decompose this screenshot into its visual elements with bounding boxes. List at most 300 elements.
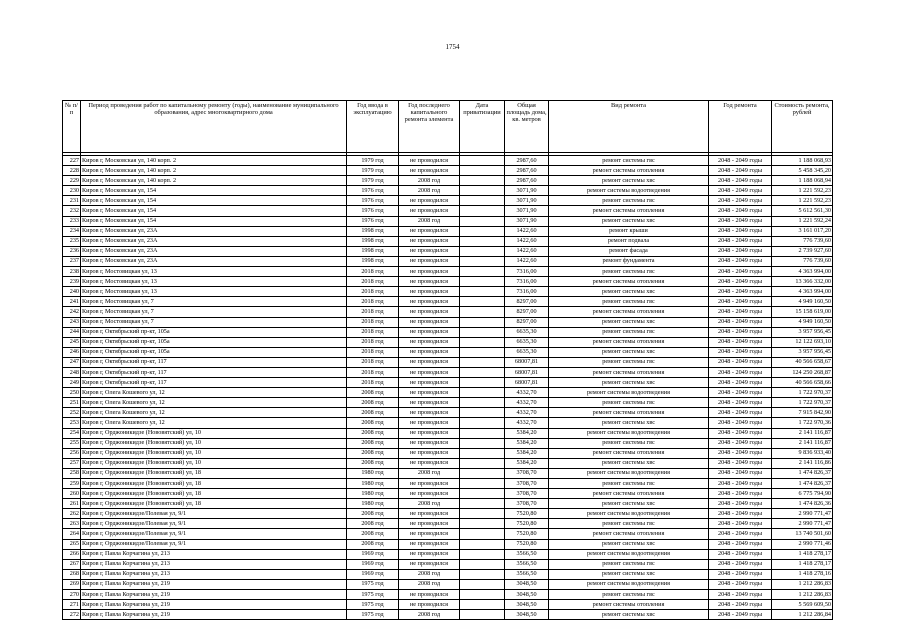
row-address: Киров г, Орджоникидзе/Полевая ул, 9/1 — [81, 539, 347, 549]
row-total-area: 3708,70 — [505, 468, 549, 478]
table-row — [63, 267, 833, 277]
table-row — [63, 378, 833, 388]
row-number: 262 — [63, 509, 81, 519]
row-year-built: 2008 год — [347, 398, 399, 408]
row-number: 242 — [63, 307, 81, 317]
row-total-area: 3071,90 — [505, 216, 549, 226]
table-row — [63, 388, 833, 398]
row-address: Киров г, Орджоникидзе/Полевая ул, 9/1 — [81, 519, 347, 529]
row-repair-type: ремонт системы хвс — [549, 569, 709, 579]
table-row — [63, 610, 833, 620]
row-repair-period: 2048 - 2049 годы — [709, 317, 772, 327]
row-address: Киров г, Октябрьский пр-кт, 105а — [81, 347, 347, 357]
row-total-area: 5384,20 — [505, 428, 549, 438]
row-privatization-date — [460, 408, 505, 418]
row-total-area: 8297,00 — [505, 317, 549, 327]
row-last-repair: не проводился — [399, 277, 460, 287]
row-total-area: 7520,80 — [505, 529, 549, 539]
row-repair-type: ремонт системы гвс — [549, 267, 709, 277]
row-repair-period: 2048 - 2049 годы — [709, 458, 772, 468]
row-privatization-date — [460, 236, 505, 246]
row-year-built: 1975 год — [347, 610, 399, 620]
row-total-area: 2987,60 — [505, 156, 549, 166]
row-address: Киров г, Мостовицкая ул, 13 — [81, 267, 347, 277]
row-year-built: 1998 год — [347, 226, 399, 236]
row-number: 227 — [63, 156, 81, 166]
row-privatization-date — [460, 267, 505, 277]
row-address: Киров г, Павла Корчагина ул, 219 — [81, 600, 347, 610]
row-address: Киров г, Мостовицкая ул, 13 — [81, 287, 347, 297]
row-repair-type: ремонт системы гвс — [549, 479, 709, 489]
table-row — [63, 236, 833, 246]
row-repair-type: ремонт системы гвс — [549, 559, 709, 569]
row-total-area: 1422,60 — [505, 256, 549, 266]
row-privatization-date — [460, 388, 505, 398]
table-row — [63, 600, 833, 610]
row-total-area: 5384,20 — [505, 458, 549, 468]
row-cost: 15 158 619,00 — [772, 307, 833, 317]
row-total-area: 7520,80 — [505, 519, 549, 529]
row-last-repair: 2008 год — [399, 186, 460, 196]
row-privatization-date — [460, 337, 505, 347]
row-address: Киров г, Павла Корчагина ул, 213 — [81, 549, 347, 559]
row-year-built: 2018 год — [347, 297, 399, 307]
row-year-built: 2018 год — [347, 327, 399, 337]
row-last-repair: 2008 год — [399, 468, 460, 478]
table-row — [63, 499, 833, 509]
row-repair-type: ремонт системы гвс — [549, 327, 709, 337]
row-cost: 7 915 842,90 — [772, 408, 833, 418]
row-repair-period: 2048 - 2049 годы — [709, 600, 772, 610]
row-year-built: 2008 год — [347, 529, 399, 539]
row-address: Киров г, Орджоникидзе (Нововятский) ул, 18 — [81, 468, 347, 478]
row-last-repair: не проводился — [399, 327, 460, 337]
row-address: Киров г, Московская ул, 140 корп. 2 — [81, 176, 347, 186]
table-row — [63, 529, 833, 539]
row-total-area: 3566,50 — [505, 559, 549, 569]
table-body — [63, 156, 833, 620]
row-year-built: 1976 год — [347, 196, 399, 206]
row-total-area: 3708,70 — [505, 489, 549, 499]
row-total-area: 3708,70 — [505, 479, 549, 489]
row-number: 261 — [63, 499, 81, 509]
row-number: 250 — [63, 388, 81, 398]
row-year-built: 1998 год — [347, 256, 399, 266]
row-total-area: 4332,70 — [505, 418, 549, 428]
row-cost: 1 418 278,17 — [772, 559, 833, 569]
table-row — [63, 176, 833, 186]
row-repair-period: 2048 - 2049 годы — [709, 347, 772, 357]
table-header-row — [63, 101, 833, 153]
row-repair-period: 2048 - 2049 годы — [709, 479, 772, 489]
row-total-area: 68007,81 — [505, 367, 549, 377]
row-total-area: 3071,90 — [505, 206, 549, 216]
row-number: 229 — [63, 176, 81, 186]
row-year-built: 2018 год — [347, 347, 399, 357]
row-repair-type: ремонт системы гвс — [549, 156, 709, 166]
row-privatization-date — [460, 600, 505, 610]
row-last-repair: не проводился — [399, 347, 460, 357]
row-year-built: 2008 год — [347, 509, 399, 519]
table-row — [63, 297, 833, 307]
row-address: Киров г, Орджоникидзе (Нововятский) ул, 10 — [81, 438, 347, 448]
row-cost: 4 363 994,00 — [772, 267, 833, 277]
row-total-area: 68007,81 — [505, 357, 549, 367]
row-year-built: 1979 год — [347, 166, 399, 176]
row-repair-period: 2048 - 2049 годы — [709, 569, 772, 579]
row-repair-period: 2048 - 2049 годы — [709, 610, 772, 620]
table-row — [63, 307, 833, 317]
row-repair-period: 2048 - 2049 годы — [709, 267, 772, 277]
table-row — [63, 438, 833, 448]
row-number: 270 — [63, 590, 81, 600]
row-year-built: 2018 год — [347, 287, 399, 297]
row-cost: 12 122 693,10 — [772, 337, 833, 347]
row-number: 249 — [63, 378, 81, 388]
row-repair-type: ремонт системы отопления — [549, 408, 709, 418]
row-cost: 5 612 561,30 — [772, 206, 833, 216]
table-row — [63, 559, 833, 569]
row-total-area: 6635,30 — [505, 347, 549, 357]
row-repair-type: ремонт системы хвс — [549, 418, 709, 428]
row-number: 230 — [63, 186, 81, 196]
row-privatization-date — [460, 166, 505, 176]
row-cost: 1 212 286,83 — [772, 590, 833, 600]
row-privatization-date — [460, 569, 505, 579]
row-last-repair: не проводился — [399, 267, 460, 277]
header-year-built: Год ввода в эксплуатацию — [347, 101, 399, 153]
row-last-repair: не проводился — [399, 357, 460, 367]
row-total-area: 7316,00 — [505, 277, 549, 287]
row-cost: 9 836 933,40 — [772, 448, 833, 458]
row-year-built: 1979 год — [347, 156, 399, 166]
row-last-repair: не проводился — [399, 549, 460, 559]
row-cost: 4 363 994,00 — [772, 287, 833, 297]
row-address: Киров г, Московская ул, 140 корп. 2 — [81, 166, 347, 176]
row-last-repair: не проводился — [399, 206, 460, 216]
header-repair-period: Год ремонта — [709, 101, 772, 153]
row-cost: 1 722 970,37 — [772, 398, 833, 408]
row-last-repair: 2008 год — [399, 499, 460, 509]
row-address: Киров г, Московская ул, 23А — [81, 256, 347, 266]
row-year-built: 1969 год — [347, 569, 399, 579]
row-privatization-date — [460, 559, 505, 569]
row-repair-period: 2048 - 2049 годы — [709, 166, 772, 176]
row-repair-type: ремонт системы отопления — [549, 206, 709, 216]
row-last-repair: не проводился — [399, 519, 460, 529]
row-repair-period: 2048 - 2049 годы — [709, 196, 772, 206]
row-address: Киров г, Орджоникидзе (Нововятский) ул, 10 — [81, 428, 347, 438]
row-number: 254 — [63, 428, 81, 438]
row-total-area: 4332,70 — [505, 388, 549, 398]
row-repair-period: 2048 - 2049 годы — [709, 448, 772, 458]
row-privatization-date — [460, 317, 505, 327]
row-number: 252 — [63, 408, 81, 418]
row-repair-period: 2048 - 2049 годы — [709, 297, 772, 307]
row-address: Киров г, Октябрьский пр-кт, 117 — [81, 357, 347, 367]
row-number: 259 — [63, 479, 81, 489]
row-privatization-date — [460, 297, 505, 307]
row-repair-period: 2048 - 2049 годы — [709, 307, 772, 317]
row-repair-type: ремонт системы отопления — [549, 166, 709, 176]
row-cost: 1 188 068,93 — [772, 156, 833, 166]
row-repair-type: ремонт системы отопления — [549, 367, 709, 377]
row-privatization-date — [460, 347, 505, 357]
table-row — [63, 256, 833, 266]
row-year-built: 2018 год — [347, 267, 399, 277]
row-repair-type: ремонт системы отопления — [549, 337, 709, 347]
row-cost: 40 566 658,67 — [772, 357, 833, 367]
row-cost: 2 141 116,87 — [772, 428, 833, 438]
row-privatization-date — [460, 549, 505, 559]
row-repair-period: 2048 - 2049 годы — [709, 388, 772, 398]
row-privatization-date — [460, 327, 505, 337]
row-address: Киров г, Московская ул, 154 — [81, 196, 347, 206]
row-address: Киров г, Олега Кошевого ул, 12 — [81, 408, 347, 418]
row-privatization-date — [460, 519, 505, 529]
row-last-repair: не проводился — [399, 378, 460, 388]
row-privatization-date — [460, 428, 505, 438]
row-cost: 2 141 116,86 — [772, 458, 833, 468]
table-row — [63, 357, 833, 367]
row-privatization-date — [460, 357, 505, 367]
row-last-repair: не проводился — [399, 287, 460, 297]
row-address: Киров г, Октябрьский пр-кт, 105а — [81, 327, 347, 337]
row-last-repair: не проводился — [399, 418, 460, 428]
row-number: 231 — [63, 196, 81, 206]
row-repair-period: 2048 - 2049 годы — [709, 378, 772, 388]
table-row — [63, 489, 833, 499]
row-repair-type: ремонт системы хвс — [549, 458, 709, 468]
row-last-repair: не проводился — [399, 226, 460, 236]
row-total-area: 68007,81 — [505, 378, 549, 388]
row-repair-period: 2048 - 2049 годы — [709, 337, 772, 347]
row-address: Киров г, Московская ул, 140 корп. 2 — [81, 156, 347, 166]
row-year-built: 2008 год — [347, 539, 399, 549]
row-total-area: 5384,20 — [505, 448, 549, 458]
row-privatization-date — [460, 216, 505, 226]
row-year-built: 1980 год — [347, 499, 399, 509]
row-total-area: 3708,70 — [505, 499, 549, 509]
row-repair-type: ремонт системы отопления — [549, 448, 709, 458]
row-repair-period: 2048 - 2049 годы — [709, 206, 772, 216]
row-privatization-date — [460, 307, 505, 317]
row-repair-period: 2048 - 2049 годы — [709, 408, 772, 418]
row-total-area: 3071,90 — [505, 186, 549, 196]
row-number: 255 — [63, 438, 81, 448]
row-address: Киров г, Павла Корчагина ул, 213 — [81, 569, 347, 579]
row-total-area: 1422,60 — [505, 246, 549, 256]
row-total-area: 8297,00 — [505, 307, 549, 317]
row-address: Киров г, Орджоникидзе/Полевая ул, 9/1 — [81, 509, 347, 519]
row-privatization-date — [460, 610, 505, 620]
row-number: 267 — [63, 559, 81, 569]
row-last-repair: 2008 год — [399, 176, 460, 186]
table-row — [63, 509, 833, 519]
row-address: Киров г, Орджоникидзе (Нововятский) ул, 10 — [81, 448, 347, 458]
table-row — [63, 206, 833, 216]
row-address: Киров г, Олега Кошевого ул, 12 — [81, 418, 347, 428]
row-total-area: 8297,00 — [505, 297, 549, 307]
row-number: 244 — [63, 327, 81, 337]
row-year-built: 1976 год — [347, 186, 399, 196]
row-last-repair: не проводился — [399, 479, 460, 489]
row-address: Киров г, Олега Кошевого ул, 12 — [81, 388, 347, 398]
row-year-built: 1998 год — [347, 236, 399, 246]
row-number: 248 — [63, 367, 81, 377]
row-number: 232 — [63, 206, 81, 216]
row-total-area: 7520,80 — [505, 509, 549, 519]
row-repair-period: 2048 - 2049 годы — [709, 176, 772, 186]
row-privatization-date — [460, 468, 505, 478]
row-year-built: 1980 год — [347, 479, 399, 489]
row-address: Киров г, Олега Кошевого ул, 12 — [81, 398, 347, 408]
table-row — [63, 216, 833, 226]
row-repair-type: ремонт системы водоотведения — [549, 549, 709, 559]
row-year-built: 2008 год — [347, 519, 399, 529]
header-cost: Стоимость ремонта, рублей — [772, 101, 833, 153]
row-cost: 2 141 116,87 — [772, 438, 833, 448]
row-last-repair: не проводился — [399, 408, 460, 418]
row-privatization-date — [460, 226, 505, 236]
table-row — [63, 327, 833, 337]
row-address: Киров г, Октябрьский пр-кт, 117 — [81, 378, 347, 388]
row-year-built: 2008 год — [347, 438, 399, 448]
row-last-repair: не проводился — [399, 509, 460, 519]
row-last-repair: не проводился — [399, 246, 460, 256]
row-privatization-date — [460, 176, 505, 186]
row-year-built: 1976 год — [347, 216, 399, 226]
table-row — [63, 579, 833, 589]
row-cost: 1 418 278,16 — [772, 569, 833, 579]
table-row — [63, 549, 833, 559]
page-number: 1754 — [445, 43, 460, 51]
row-number: 258 — [63, 468, 81, 478]
table-row — [63, 277, 833, 287]
row-repair-period: 2048 - 2049 годы — [709, 428, 772, 438]
row-repair-period: 2048 - 2049 годы — [709, 499, 772, 509]
row-repair-type: ремонт фасада — [549, 246, 709, 256]
row-repair-period: 2048 - 2049 годы — [709, 327, 772, 337]
row-cost: 3 957 956,45 — [772, 347, 833, 357]
table-row — [63, 156, 833, 166]
row-privatization-date — [460, 489, 505, 499]
row-privatization-date — [460, 590, 505, 600]
row-number: 239 — [63, 277, 81, 287]
row-cost: 2 739 927,60 — [772, 246, 833, 256]
row-total-area: 2987,60 — [505, 176, 549, 186]
row-address: Киров г, Московская ул, 154 — [81, 186, 347, 196]
table-row — [63, 569, 833, 579]
row-repair-type: ремонт системы хвс — [549, 378, 709, 388]
row-repair-type: ремонт системы отопления — [549, 489, 709, 499]
row-total-area: 7520,80 — [505, 539, 549, 549]
row-last-repair: 2008 год — [399, 216, 460, 226]
row-cost: 1 474 826,36 — [772, 499, 833, 509]
row-cost: 1 474 826,37 — [772, 479, 833, 489]
row-cost: 1 212 286,83 — [772, 579, 833, 589]
row-address: Киров г, Орджоникидзе (Нововятский) ул, 18 — [81, 489, 347, 499]
row-year-built: 1998 год — [347, 246, 399, 256]
row-last-repair: не проводился — [399, 256, 460, 266]
row-last-repair: 2008 год — [399, 579, 460, 589]
row-year-built: 1976 год — [347, 206, 399, 216]
row-year-built: 2018 год — [347, 367, 399, 377]
table-row — [63, 287, 833, 297]
table-row — [63, 468, 833, 478]
row-repair-period: 2048 - 2049 годы — [709, 529, 772, 539]
table-row — [63, 246, 833, 256]
row-repair-period: 2048 - 2049 годы — [709, 559, 772, 569]
row-year-built: 2008 год — [347, 388, 399, 398]
row-total-area: 6635,30 — [505, 327, 549, 337]
row-address: Киров г, Павла Корчагина ул, 219 — [81, 610, 347, 620]
row-total-area: 3048,50 — [505, 590, 549, 600]
row-address: Киров г, Московская ул, 23А — [81, 246, 347, 256]
row-last-repair: не проводился — [399, 156, 460, 166]
row-privatization-date — [460, 277, 505, 287]
row-last-repair: не проводился — [399, 398, 460, 408]
row-last-repair: не проводился — [399, 236, 460, 246]
table-row — [63, 458, 833, 468]
row-privatization-date — [460, 479, 505, 489]
row-year-built: 1975 год — [347, 579, 399, 589]
row-year-built: 2008 год — [347, 458, 399, 468]
row-last-repair: не проводился — [399, 337, 460, 347]
row-year-built: 1969 год — [347, 559, 399, 569]
row-repair-period: 2048 - 2049 годы — [709, 216, 772, 226]
row-number: 266 — [63, 549, 81, 559]
row-number: 236 — [63, 246, 81, 256]
table-row — [63, 317, 833, 327]
row-number: 256 — [63, 448, 81, 458]
row-privatization-date — [460, 186, 505, 196]
row-repair-type: ремонт системы хвс — [549, 287, 709, 297]
row-privatization-date — [460, 367, 505, 377]
row-repair-type: ремонт системы хвс — [549, 176, 709, 186]
row-repair-period: 2048 - 2049 годы — [709, 236, 772, 246]
row-total-area: 3048,50 — [505, 610, 549, 620]
row-number: 272 — [63, 610, 81, 620]
row-repair-period: 2048 - 2049 годы — [709, 277, 772, 287]
row-total-area: 7316,00 — [505, 267, 549, 277]
row-number: 263 — [63, 519, 81, 529]
row-address: Киров г, Павла Корчагина ул, 219 — [81, 579, 347, 589]
table-row — [63, 166, 833, 176]
table-row — [63, 196, 833, 206]
header-address: Период проведения работ по капитальному ремонту (годы), наименование муниципального образования, адрес многоквартирного дома — [81, 101, 347, 153]
row-cost: 40 566 658,66 — [772, 378, 833, 388]
row-year-built: 2008 год — [347, 408, 399, 418]
table-row — [63, 226, 833, 236]
row-cost: 2 990 771,46 — [772, 539, 833, 549]
row-cost: 1 221 592,24 — [772, 216, 833, 226]
row-address: Киров г, Павла Корчагина ул, 219 — [81, 590, 347, 600]
row-privatization-date — [460, 579, 505, 589]
row-address: Киров г, Орджоникидзе (Нововятский) ул, 18 — [81, 479, 347, 489]
row-number: 271 — [63, 600, 81, 610]
row-number: 228 — [63, 166, 81, 176]
row-last-repair: не проводился — [399, 458, 460, 468]
row-number: 233 — [63, 216, 81, 226]
row-number: 251 — [63, 398, 81, 408]
row-address: Киров г, Мостовицкая ул, 7 — [81, 297, 347, 307]
row-repair-type: ремонт системы гвс — [549, 519, 709, 529]
row-number: 247 — [63, 357, 81, 367]
row-last-repair: 2008 год — [399, 569, 460, 579]
row-repair-type: ремонт системы водоотведения — [549, 388, 709, 398]
row-repair-type: ремонт системы хвс — [549, 499, 709, 509]
